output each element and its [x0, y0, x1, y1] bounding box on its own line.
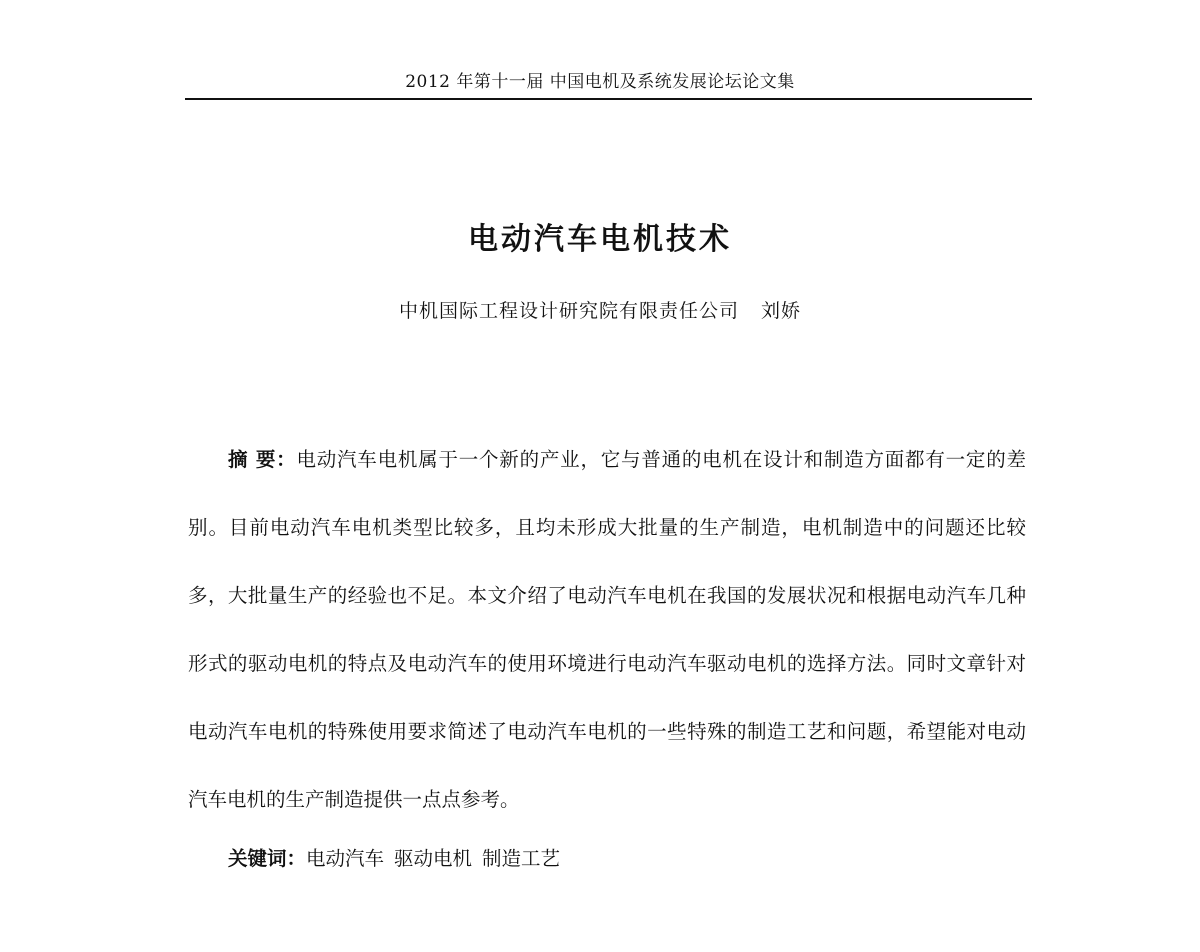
byline — [0, 297, 1200, 325]
header-rule — [185, 98, 1032, 100]
keyword: 驱动电机 — [394, 847, 473, 870]
running-header: 2012 年第十一届 中国电机及系统发展论坛论文集 — [405, 72, 795, 92]
affiliation: 中机国际工程设计研究院有限责任公司 — [398, 300, 739, 322]
abstract-paragraph — [188, 426, 1026, 834]
keywords-label: 关键词： — [228, 847, 307, 870]
keyword: 制造工艺 — [482, 847, 561, 870]
keyword: 电动汽车 — [306, 847, 385, 870]
keywords — [228, 843, 570, 875]
abstract-text: 电动汽车电机属于一个新的产业，它与普通的电机在设计和制造方面都有一定的差别。目前电动汽车电机类型比较多，且均未形成大批量的生产制造，电机制造中的问题还比较多，大批量生产的经验也不足。本文介绍了电动汽车电机在我国的发展状况和根据电动汽车几种形式的驱动电机的特点及电动汽车的使用环境进行电动汽车驱动电机的选择方法。同时文章针对电动汽车电机的特殊使用要求简述了电动汽车电机的一些特殊的制造工艺和问题，希望能对电动汽车电机的生产制造提供一点点参考。 — [188, 448, 1026, 811]
author-name: 刘娇 — [761, 300, 802, 322]
abstract — [188, 426, 1026, 834]
paper-title: 电动汽车电机技术 — [468, 222, 732, 257]
abstract-label: 摘 要： — [228, 448, 297, 471]
